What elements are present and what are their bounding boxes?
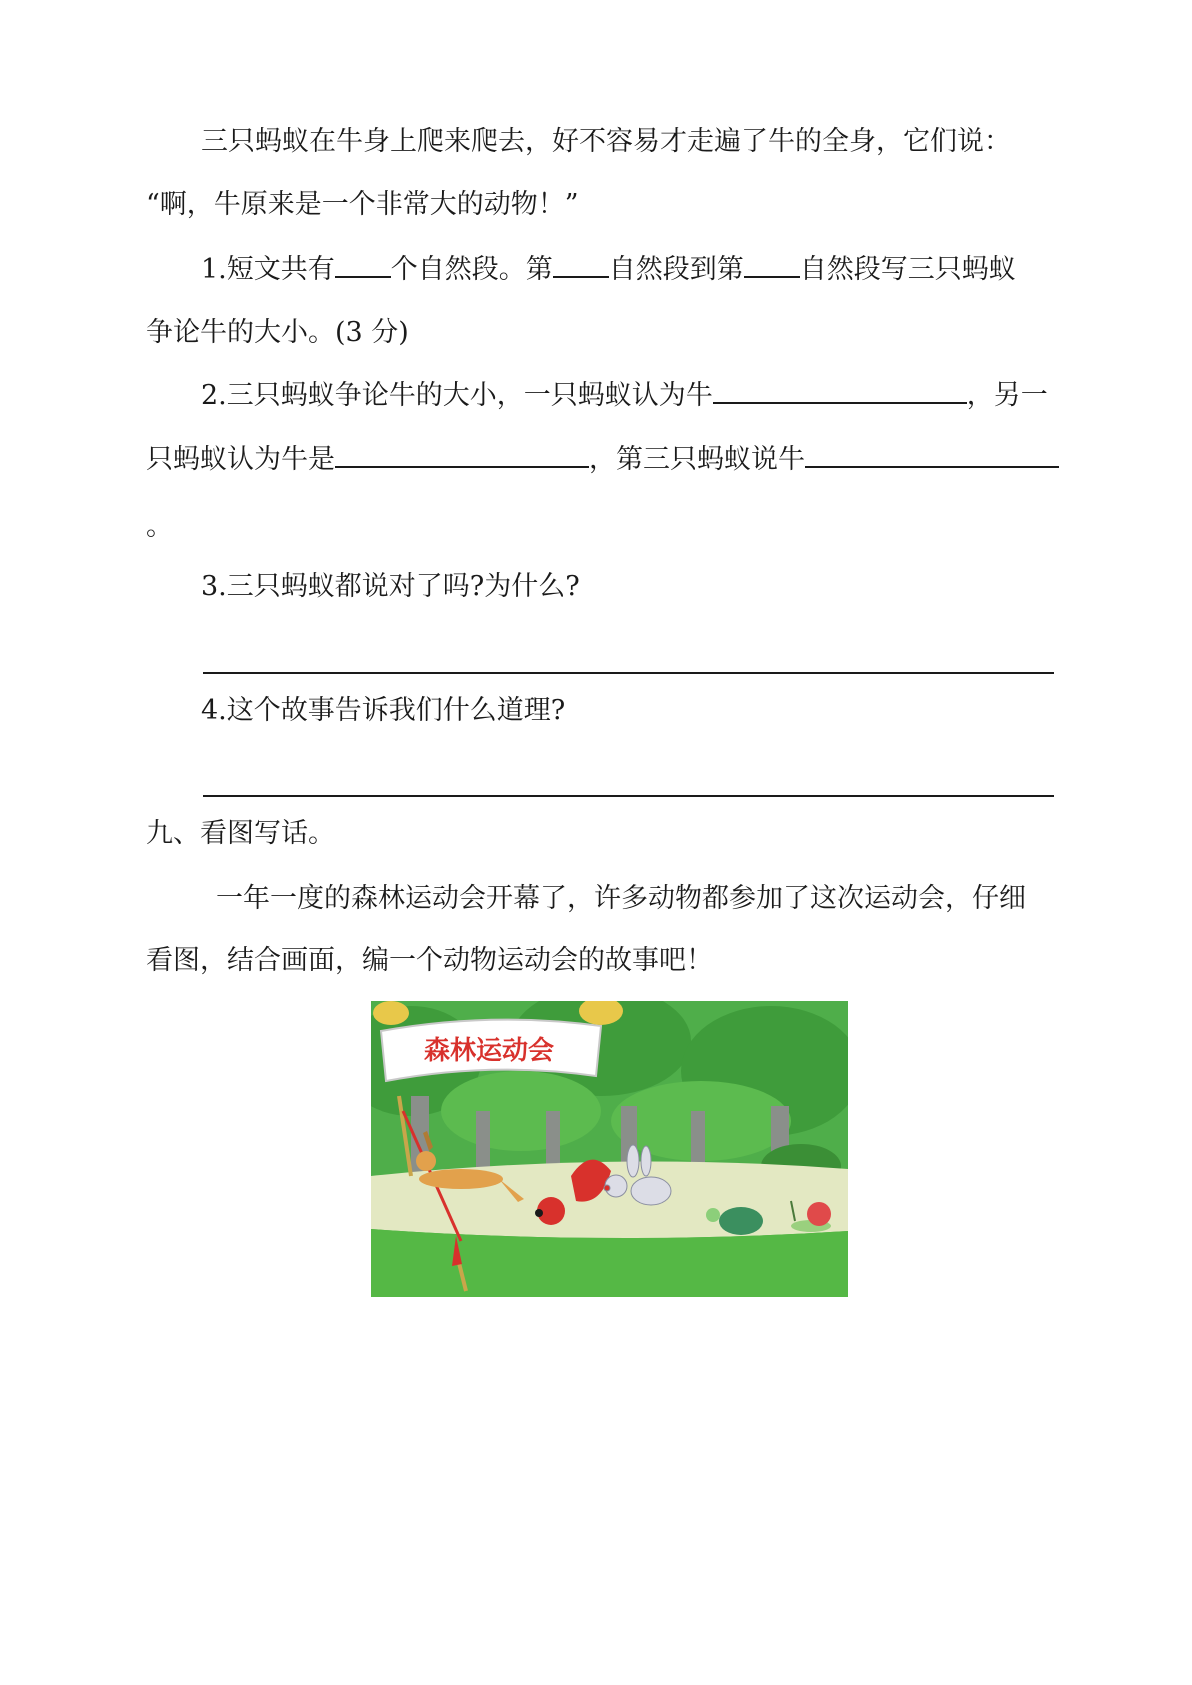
answer-line-q4[interactable] bbox=[203, 795, 1054, 797]
q2-blank-3[interactable] bbox=[805, 440, 1059, 468]
section-9-line-1: 一年一度的森林运动会开幕了，许多动物都参加了这次运动会，仔细 bbox=[216, 883, 1026, 914]
q2-text-c: 只蚂蚁认为牛是 bbox=[146, 444, 335, 475]
q1-text-a: 1.短文共有 bbox=[201, 254, 335, 285]
q2-text-d: ，第三只蚂蚁说牛 bbox=[589, 444, 805, 475]
passage-line-2: “啊，牛原来是一个非常大的动物！” bbox=[146, 189, 579, 220]
passage-line-1: 三只蚂蚁在牛身上爬来爬去，好不容易才走遍了牛的全身，它们说： bbox=[201, 126, 1011, 157]
illustration-svg bbox=[371, 1001, 848, 1297]
q1-text-b: 个自然段。第 bbox=[390, 254, 553, 285]
q2-text-a: 2.三只蚂蚁争论牛的大小，一只蚂蚁认为牛 bbox=[201, 380, 713, 411]
q2-blank-2[interactable] bbox=[335, 440, 589, 468]
answer-line-q3[interactable] bbox=[203, 672, 1054, 674]
section-9-heading: 九、看图写话。 bbox=[146, 818, 335, 849]
q2-blank-1[interactable] bbox=[713, 376, 967, 404]
question-2-line-1 bbox=[201, 376, 1048, 416]
q1-blank-3[interactable] bbox=[744, 250, 800, 278]
q2-text-b: ，另一 bbox=[966, 380, 1048, 411]
sports-meet-illustration bbox=[371, 1001, 848, 1297]
question-3: 3.三只蚂蚁都说对了吗?为什么? bbox=[201, 571, 580, 602]
grass bbox=[371, 1229, 848, 1297]
question-2-line-3: 。 bbox=[146, 511, 173, 542]
question-4: 4.这个故事告诉我们什么道理? bbox=[201, 695, 566, 726]
question-1-line-2: 争论牛的大小。(3 分) bbox=[146, 317, 409, 348]
q1-blank-1[interactable] bbox=[335, 250, 391, 278]
question-1-line-1 bbox=[201, 250, 1016, 290]
question-2-line-2 bbox=[146, 440, 1059, 480]
q1-text-c: 自然段到第 bbox=[608, 254, 744, 285]
section-9-line-2: 看图，结合画面，编一个动物运动会的故事吧！ bbox=[146, 945, 713, 976]
q1-text-d: 自然段写三只蚂蚁 bbox=[799, 254, 1016, 285]
q1-blank-2[interactable] bbox=[553, 250, 609, 278]
banner-text: 森林运动会 bbox=[423, 1036, 555, 1066]
